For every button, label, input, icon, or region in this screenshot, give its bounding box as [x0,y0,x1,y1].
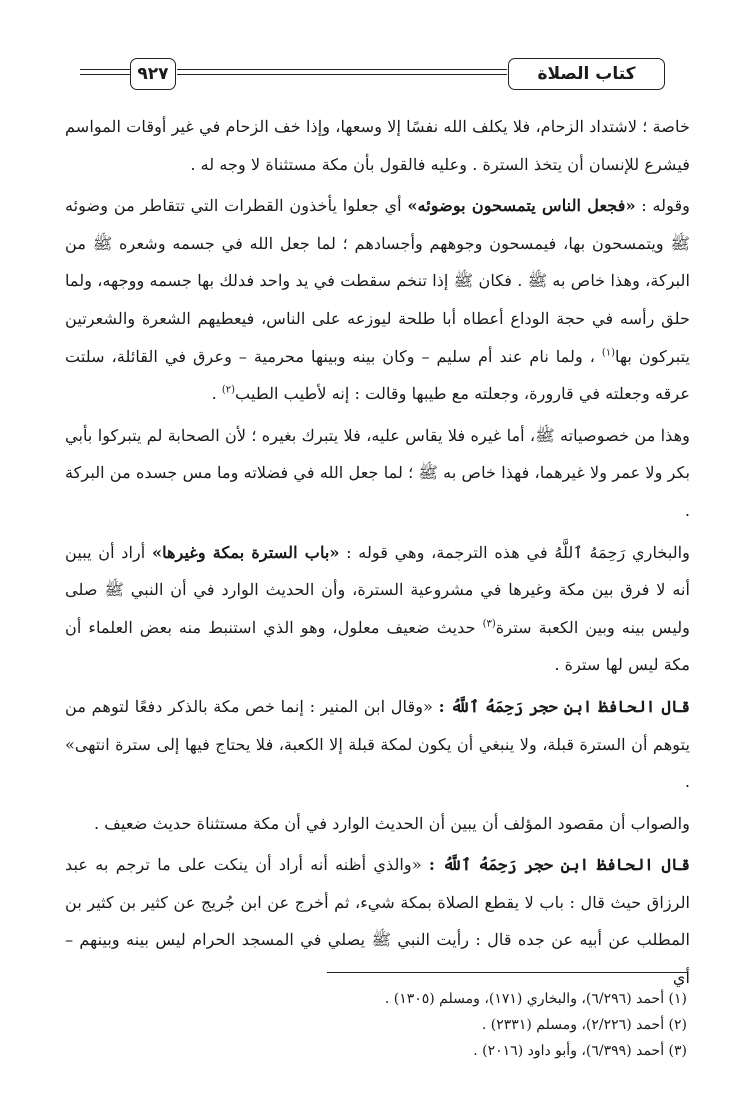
text-segment: وهذا من خصوصياته ﷺ، أما غيره فلا يقاس عليه، فلا يتبرك بغيره ؛ لأن الصحابة لم يتبركوا بأبي بكر ولا عمر ولا غيرهما، فهذا خاص به ﷺ ؛ لما جعل الله في فضلاته وما مس جسده من البركة . [65,425,690,520]
footnote: (٢) أحمد (٢/٢٢٦)، ومسلم (٢٣٣١) . [481,1017,687,1033]
paragraph [65,417,690,530]
paragraph [65,688,690,801]
text-segment: خاصة ؛ لاشتداد الزحام، فلا يكلف الله نفسًا إلا وسعها، وإذا خف الزحام في غير أوقات المواسم فيشرع للإنسان أن يتخذ السترة . وعليه فالقول بأن مكة مستثناة لا وجه له . [65,117,690,174]
paragraph [65,846,690,996]
footnote-reference: (٢) [221,384,236,396]
header-rule-left [80,69,130,70]
text-segment: أي جعلوا يأخذون القطرات التي تتقاطر من وضوئه ﷺ ويتمسحون بها، فيمسحون وجوههم وأجسادهم ؛ لما جعل الله في جسمه وشعره ﷺ من البركة، وهذا خاص به ﷺ . فكان ﷺ إذا تنخم سقطت في يد واحد فدلك بها جسمه ووجهه، ولما حلق رأسه في حجة الوداع أعطاه أبا طلحة ليوزعه على الناس، فيعطيهم الشعرة والشعرتين يتبركون بها [65,196,690,366]
emphasized-text: قال الحافظ ابن حجر رَحِمَهُ ٱللَّهُ : [438,696,690,716]
emphasized-text: قال الحافظ ابن حجر رَحِمَهُ ٱللَّهُ : [428,855,690,875]
text-segment: والصواب أن مقصود المؤلف أن يبين أن الحديث الوارد في أن مكة مستثناة حديث ضعيف . [93,813,690,833]
emphasized-text: «فجعل الناس يتمسحون بوضوئه» [407,196,636,216]
footnote-reference: (٣) [482,618,496,630]
text-segment: . [211,384,222,404]
text-segment: ، ولما نام عند أم سليم – وكان بينه وبينها محرمية – وعرق في القائلة، سلتت عرقه وجعلته في قارورة، وجعلته مع طيبها وقالت : إنه لأطيب الطيب [65,346,690,404]
footnotes [67,986,687,1064]
text-segment: وقوله : [635,196,690,216]
emphasized-text: «باب السترة بمكة وغيرها» [151,542,340,562]
footnote: (١) أحمد (٦/٢٩٦)، والبخاري (١٧١)، ومسلم (١٣٠٥) . [384,991,687,1007]
footnote-reference: (١) [601,347,616,359]
page-number: ٩٢٧ [130,58,176,90]
header-rule-middle [177,74,507,75]
header-rule-middle [177,69,507,70]
paragraph [65,805,690,843]
body-text [65,108,690,999]
text-segment: «والذي أظنه أنه أراد أن ينكت على ما ترجم به عبد الرزاق حيث قال : باب لا يقطع الصلاة بمكة شيء، ثم أخرج عن ابن جُريج عن كثير بن كثير بن المطلب عن أبيه عن جده قال : رأيت النبي ﷺ يصلي في المسجد الحرام ليس بينه وبينهم – أي [65,855,690,988]
text-segment: حديث ضعيف معلول، وهو الذي استنبط منه بعض العلماء أن مكة ليس لها سترة . [65,617,690,675]
footnote-separator [327,972,687,973]
paragraph [65,534,690,684]
text-segment: أراد أن يبين أنه لا فرق بين مكة وغيرها في مشروعية السترة، وأن الحديث الوارد في أن النبي ﷺ صلى وليس بينه وبين الكعبة سترة [65,542,690,637]
header-rule-left [80,74,130,75]
footnote: (٣) أحمد (٦/٣٩٩)، وأبو داود (٢٠١٦) . [473,1043,687,1059]
text-segment: «وقال ابن المنير : إنما خص مكة بالذكر دفعًا لتوهم من يتوهم أن السترة قبلة، ولا ينبغي أن يكون لمكة قبلة إلا الكعبة، فلا يحتاج فيها إلى سترة انتهى» . [65,696,690,792]
paragraph [65,108,690,183]
page-header [80,58,670,92]
paragraph [65,187,690,413]
text-segment: والبخاري رَحِمَهُ ٱللَّهُ في هذه الترجمة، وهي قوله : [339,542,690,562]
chapter-title: كتاب الصلاة [508,58,665,90]
